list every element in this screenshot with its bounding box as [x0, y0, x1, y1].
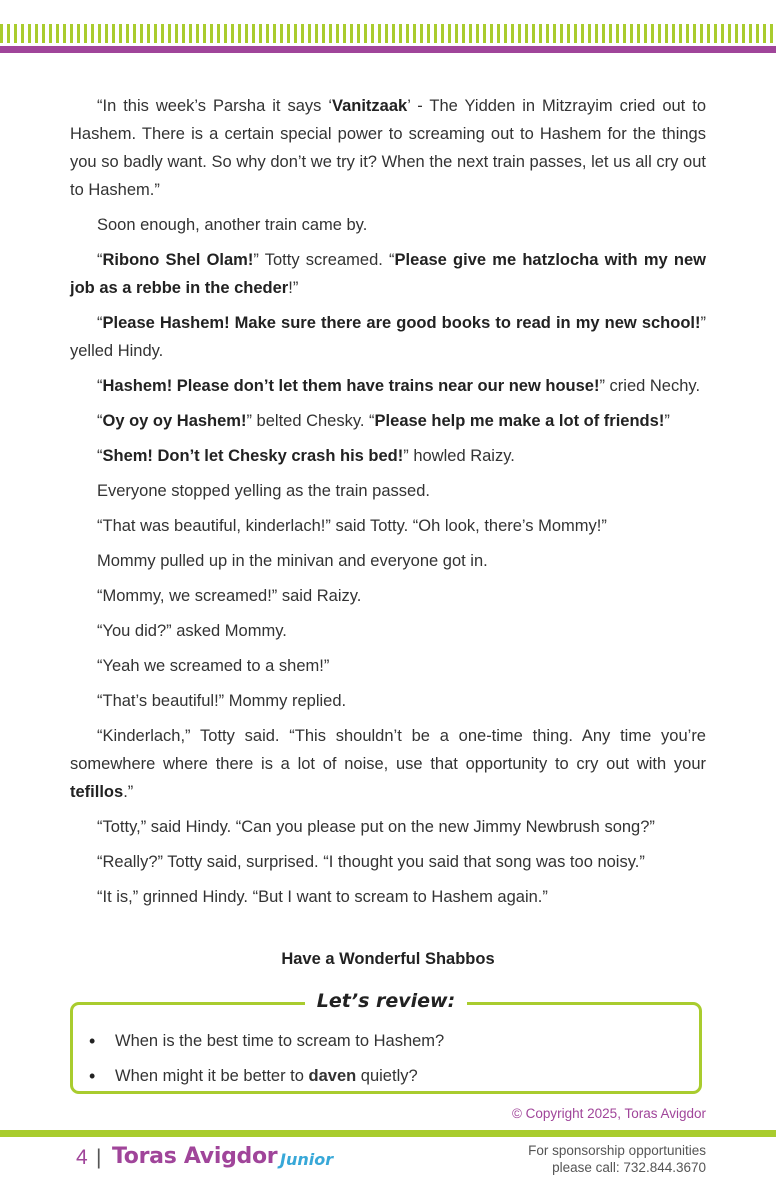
text-run: “Yeah we screamed to a shem!” [97, 657, 330, 675]
header-band [0, 0, 776, 56]
bold-text: Hashem! Please don’t let them have trains near our new house! [102, 377, 600, 395]
sponsor-line-2: please call: 732.844.3670 [552, 1160, 706, 1175]
story-paragraph [70, 813, 706, 841]
text-run: “ [97, 314, 103, 332]
text-run: “It is,” grinned Hindy. “But I want to scream to Hashem again.” [97, 888, 548, 906]
review-box [70, 990, 702, 1094]
brand-logo-main: Toras Avigdor [112, 1144, 278, 1169]
text-run: ” yelled Hindy. [70, 314, 706, 360]
story-paragraph [70, 582, 706, 610]
bold-text: tefillos [70, 783, 124, 801]
story-paragraph [70, 372, 706, 400]
sponsor-info [528, 1142, 706, 1176]
text-run: Everyone stopped yelling as the train passed. [97, 482, 430, 500]
review-question [87, 1027, 444, 1062]
sponsor-line-1: For sponsorship opportunities [528, 1143, 706, 1158]
brand-logo-sub: Junior [280, 1150, 334, 1169]
story-paragraph [70, 848, 706, 876]
story-paragraph [70, 92, 706, 204]
bold-text: Please give me hatzlocha with my new job as a rebbe in the cheder [70, 251, 706, 297]
story-paragraph [70, 477, 706, 505]
text-run: ” howled Raizy. [403, 447, 515, 465]
text-run: .” [123, 783, 134, 801]
text-run: “ [97, 251, 103, 269]
story-paragraph [70, 722, 706, 806]
text-run: “That was beautiful, kinderlach!” said Totty. “Oh look, there’s Mommy!” [97, 517, 607, 535]
bold-text: Shem! Don’t let Chesky crash his bed! [102, 447, 404, 465]
story-paragraph [70, 512, 706, 540]
text-run: “You did?” asked Mommy. [97, 622, 287, 640]
text-run: “Totty,” said Hindy. “Can you please put on the new Jimmy Newbrush song?” [97, 818, 655, 836]
text-run: ” [664, 412, 670, 430]
story-paragraph [70, 211, 706, 239]
bold-text: Vanitzaak [332, 97, 408, 115]
bold-text: daven [308, 1067, 357, 1085]
text-run: “Kinderlach,” Totty said. “This shouldn’t be a one-time thing. Any time you’re somewhere where there is a lot of noise, use that opportunity to cry out with your [70, 727, 706, 773]
text-run: ” cried Nechy. [599, 377, 701, 395]
story-paragraph [70, 309, 706, 365]
text-run: Soon enough, another train came by. [97, 216, 368, 234]
page-separator: | [96, 1146, 102, 1169]
copyright: © Copyright 2025, Toras Avigdor [511, 1106, 706, 1121]
text-run: ’ - The Yidden in Mitzrayim cried out to Hashem. There is a certain special power to screaming out to Hashem for the things you so badly want. So why don’t we try it? When the next train passes, let us all cry out to Hashem.” [70, 97, 706, 199]
text-run: quietly? [356, 1067, 418, 1085]
text-run: !” [288, 279, 299, 297]
story-paragraph [70, 442, 706, 470]
bold-text: Please help me make a lot of friends! [374, 412, 665, 430]
review-list [87, 1027, 444, 1097]
story-paragraph [70, 617, 706, 645]
story-paragraph [70, 652, 706, 680]
header-divider [0, 46, 776, 53]
story-text [70, 92, 706, 918]
story-paragraph [70, 407, 706, 435]
text-run: Mommy pulled up in the minivan and everyone got in. [97, 552, 488, 570]
closing-line: Have a Wonderful Shabbos [281, 950, 495, 968]
text-run: When is the best time to scream to Hashem? [115, 1032, 445, 1050]
bold-text: Oy oy oy Hashem! [102, 412, 247, 430]
text-run: “That’s beautiful!” Mommy replied. [97, 692, 347, 710]
review-title [73, 990, 699, 1012]
review-question [87, 1062, 444, 1097]
bold-text: Ribono Shel Olam! [102, 251, 254, 269]
review-title-text: Let’s review: [305, 990, 467, 1012]
header-stripes [0, 24, 776, 43]
footer-divider [0, 1130, 776, 1137]
bold-text: Please Hashem! Make sure there are good books to read in my new school! [102, 314, 701, 332]
text-run: “ [97, 377, 103, 395]
story-paragraph [70, 246, 706, 302]
text-run: “ [97, 447, 103, 465]
text-run: “Mommy, we screamed!” said Raizy. [97, 587, 362, 605]
page-number: 4 [76, 1146, 88, 1169]
text-run: When might it be better to [115, 1067, 309, 1085]
story-paragraph [70, 883, 706, 911]
text-run: “Really?” Totty said, surprised. “I thought you said that song was too noisy.” [97, 853, 645, 871]
text-run: ” belted Chesky. “ [246, 412, 375, 430]
text-run: “ [97, 412, 103, 430]
story-paragraph [70, 687, 706, 715]
story-paragraph [70, 547, 706, 575]
text-run: ” Totty screamed. “ [253, 251, 395, 269]
text-run: “In this week’s Parsha it says ‘ [97, 97, 332, 115]
